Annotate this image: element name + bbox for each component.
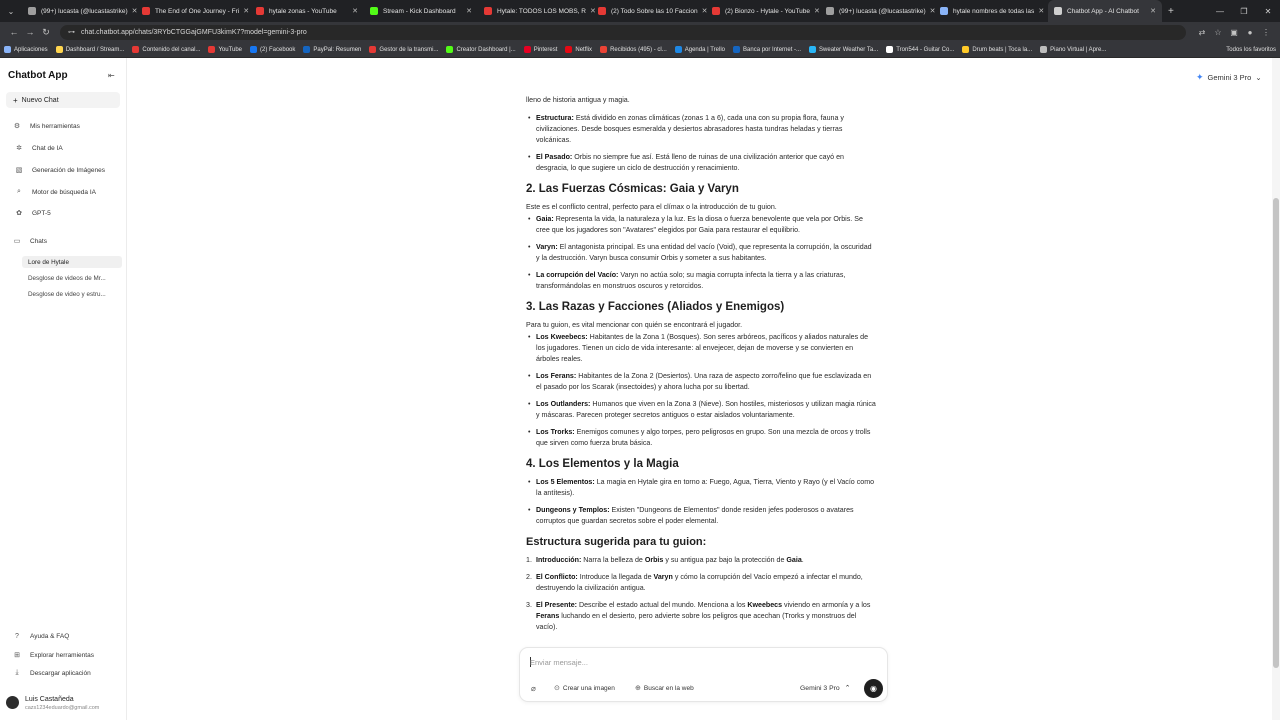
bookmark-item[interactable]: [4, 46, 48, 53]
structure-list: [526, 555, 876, 633]
browser-tab[interactable]: [250, 0, 364, 22]
browser-tab[interactable]: [706, 0, 820, 22]
item-term: Los Trorks:: [536, 428, 575, 436]
item-term: La corrupción del Vacío:: [536, 271, 619, 279]
section1-list: [526, 113, 876, 174]
translate-icon[interactable]: ⇄: [1198, 27, 1206, 37]
sidebar: [0, 58, 127, 720]
section-heading: 3. Las Razas y Facciones (Aliados y Enemigos): [526, 301, 785, 313]
list-item: [526, 270, 876, 292]
item-term: Estructura:: [536, 114, 574, 122]
tab-favicon-icon: [826, 7, 834, 15]
close-window-icon[interactable]: ✕: [1264, 6, 1272, 16]
download-app-link[interactable]: [12, 669, 91, 677]
item-text: Orbis no siempre fue así. Está lleno de ruinas de una civilización anterior que cayó en desgracia, lo que sugiere un ciclo de destrucción y renacimiento.: [536, 153, 844, 172]
message-text: lleno de historia antigua y magia.: [526, 96, 630, 104]
bookmark-item[interactable]: [524, 46, 558, 53]
bookmark-favicon-icon: [600, 46, 607, 53]
download-icon: ⤓: [15, 669, 19, 676]
sidebar-item-label: GPT-5: [32, 209, 51, 217]
download-app-label: Descargar aplicación: [30, 669, 91, 677]
chat-item-label: Desglose de video y estru...: [28, 290, 106, 298]
globe-icon: ⊕: [635, 685, 641, 692]
bookmark-item[interactable]: [675, 46, 725, 53]
section-intro: Este es el conflicto central, perfecto para el clímax o la introducción de tu guion.: [526, 203, 777, 211]
browser-tab[interactable]: [478, 0, 596, 22]
chatbot-app: [0, 58, 1280, 720]
assistant-message: [526, 95, 876, 639]
tab-title: Stream - Kick Dashboard: [383, 7, 456, 15]
search-icon: ⌕: [17, 188, 21, 195]
address-bar[interactable]: [60, 25, 1186, 40]
close-tab-icon[interactable]: ✕: [243, 8, 250, 15]
list-number: 3.: [526, 601, 532, 609]
bookmark-label: Sweater Weather Ta...: [819, 46, 879, 53]
bookmark-favicon-icon: [446, 46, 453, 53]
toolbar-icons: [1194, 28, 1274, 37]
bookmark-item[interactable]: [962, 46, 1032, 53]
item-text: Está dividido en zonas climáticas (zonas 1 a 6), cada una con su propia flora, fauna y civilizaciones. Desde bosques esmeralda y desiertos abrasadores hasta tundras heladas y tierras volcánicas.: [536, 114, 844, 144]
explore-tools-link[interactable]: [12, 651, 94, 659]
tab-favicon-icon: [256, 7, 264, 15]
back-icon[interactable]: ←: [9, 27, 19, 37]
sidebar-item-chat-ia[interactable]: [14, 144, 63, 152]
tab-title: hytale zonas - YouTube: [269, 7, 337, 15]
web-search-label: Buscar en la web: [643, 684, 694, 692]
bookmark-item[interactable]: [1040, 46, 1106, 53]
chevron-up-icon: ⌃: [844, 685, 851, 692]
item-text: Enemigos comunes y algo torpes, pero peligrosos en grupo. Son una mezcla de orcos y trolls que sirven como fuerza bruta básica.: [536, 428, 871, 447]
list-item: [526, 427, 876, 449]
bookmark-item[interactable]: [733, 46, 801, 53]
bookmark-label: YouTube: [218, 46, 243, 53]
item-term: Los Kweebecs:: [536, 333, 588, 341]
sidebar-item-ai-search[interactable]: [14, 188, 96, 196]
image-icon: ▧: [15, 167, 23, 174]
bookmark-favicon-icon: [250, 46, 257, 53]
forward-icon[interactable]: →: [25, 27, 35, 37]
chat-item-desglose-mr[interactable]: [22, 272, 122, 284]
bookmark-item[interactable]: [208, 46, 242, 53]
item-text: Habitantes de la Zona 2 (Desiertos). Una raza de aspecto zorro/felino que fue esclavizada en el pasado por los Scarak (insectoides) y ahora lucha por su libertad.: [536, 372, 872, 391]
bookmark-favicon-icon: [1040, 46, 1047, 53]
sidebar-item-label: Motor de búsqueda IA: [32, 188, 96, 196]
tab-title: Chatbot App - AI Chatbot: [1067, 7, 1139, 15]
bookmark-favicon-icon: [56, 46, 63, 53]
bookmark-favicon-icon: [675, 46, 682, 53]
tab-title: hytale nombres de todas las: [953, 7, 1035, 15]
bookmark-item[interactable]: [56, 46, 125, 53]
bookmark-favicon-icon: [369, 46, 376, 53]
new-chat-button[interactable]: [6, 92, 120, 108]
chat-item-lore-de-hytale[interactable]: [22, 256, 122, 268]
item-text: Describe el estado actual del mundo. Menciona a los: [577, 601, 748, 609]
extensions-icon[interactable]: ▣: [1230, 27, 1238, 37]
bookmark-favicon-icon: [524, 46, 531, 53]
bookmark-label: Drum beats | Toca la...: [972, 46, 1033, 53]
browser-tab[interactable]: [820, 0, 934, 22]
list-item: [526, 332, 876, 365]
close-tab-icon[interactable]: ✕: [131, 8, 138, 15]
list-item: [526, 600, 876, 633]
tools-header[interactable]: [12, 122, 80, 130]
item-term: Orbis: [644, 556, 664, 564]
list-item: [526, 505, 876, 527]
tab-title: (2) Todo Sobre las 10 Faccion: [611, 7, 698, 15]
item-text: El antagonista principal. Es una entidad del vacío (Void), que representa la corrupción, la oscuridad y la destrucción. Varyn busca consumir Orbis y someter a sus habitantes.: [536, 243, 872, 262]
menu-icon[interactable]: ⋮: [1262, 27, 1270, 37]
bookmark-favicon-icon: [809, 46, 816, 53]
bookmark-item[interactable]: [250, 46, 295, 53]
bookmark-favicon-icon: [565, 46, 572, 53]
minimize-icon[interactable]: —: [1216, 6, 1224, 16]
bookmark-label: (2) Facebook: [260, 46, 296, 53]
explore-tools-label: Explorar herramientas: [30, 651, 94, 659]
item-term: Varyn:: [536, 243, 558, 251]
tab-title: Hytale: TODOS LOS MOBS, R: [497, 7, 586, 15]
reload-icon[interactable]: ↻: [42, 26, 50, 37]
section-intro: Para tu guion, es vital mencionar con quién se encontrará el jugador.: [526, 321, 743, 329]
item-text: y cómo la corrupción del Vacío empezó a infectar el mundo, destruyendo la civilización antigua.: [536, 573, 863, 592]
browser-tab[interactable]: [589, 0, 708, 22]
bookmarks-bar: [0, 42, 1280, 58]
browser-tab[interactable]: [934, 0, 1048, 22]
close-tab-icon[interactable]: ✕: [814, 8, 820, 15]
web-search-button[interactable]: [631, 681, 698, 695]
bookmark-label: Recibidos (495) - cl...: [610, 46, 667, 53]
item-term: Gaia: [786, 556, 802, 564]
bookmark-item[interactable]: [600, 46, 667, 53]
new-tab-button[interactable]: +: [1168, 5, 1174, 17]
close-tab-icon[interactable]: ✕: [701, 8, 708, 15]
bookmark-item[interactable]: [369, 46, 438, 53]
item-term: El Conflicto:: [536, 573, 578, 581]
item-text: Representa la vida, la naturaleza y la luz. Es la diosa o fuerza benevolente que vela por Orbis. Se cree que los jugadores son "Avatares" elegidos por Gaia para restaurar el equilibrio.: [536, 215, 863, 234]
item-term: El Pasado:: [536, 153, 573, 161]
item-term: Kweebecs: [747, 601, 783, 609]
bookmark-label: Agenda | Trello: [684, 46, 726, 53]
chats-header[interactable]: [12, 237, 47, 245]
tab-favicon-icon: [484, 7, 492, 15]
browser-tab[interactable]: [364, 0, 478, 22]
item-text: Habitantes de la Zona 1 (Bosques). Son seres arbóreos, pacíficos y aliados naturales de los jugadores. Tienen un ciclo de vida interesante: al envejecer, dejan de moverse y se convierten en árboles reales.: [536, 333, 869, 363]
url-text: chat.chatbot.app/chats/3RYbCTGGajGMFU3kimK7?model=gemini-3-pro: [81, 28, 307, 36]
item-text: Existen "Dungeons de Elementos" donde residen jefes poderosos o avatares corruptos que guardan secretos sobre el poder elemental.: [536, 506, 854, 525]
item-term: Varyn: [653, 573, 673, 581]
close-tab-icon[interactable]: ✕: [352, 8, 358, 15]
tab-title: (99+) lucasta (@lucastastrike): [839, 7, 926, 15]
tools-header-label: Mis herramientas: [30, 122, 80, 130]
bookmark-favicon-icon: [303, 46, 310, 53]
help-icon: ?: [15, 633, 19, 640]
bookmark-label: Tron544 - Guitar Co...: [896, 46, 955, 53]
item-term: Gaia:: [536, 215, 554, 223]
list-number: 1.: [526, 556, 532, 564]
close-tab-icon[interactable]: ✕: [1150, 8, 1156, 15]
item-term: El Presente:: [536, 601, 578, 609]
item-text: Introduce la llegada de: [577, 573, 654, 581]
close-tab-icon[interactable]: ✕: [466, 8, 472, 15]
tab-favicon-icon: [28, 7, 36, 15]
bookmark-label: Dashboard / Stream...: [65, 46, 125, 53]
chevron-down-icon: ⌄: [1255, 73, 1262, 82]
tab-favicon-icon: [712, 7, 720, 15]
user-email: cazs1234eduardo@gmail.com: [25, 705, 100, 711]
voice-icon: ◉: [870, 684, 877, 693]
bookmark-label: Aplicaciones: [14, 46, 48, 53]
tab-strip: [22, 0, 1162, 22]
sidebar-item-label: Generación de Imágenes: [32, 166, 105, 174]
message-input[interactable]: Enviar mensaje...: [530, 658, 588, 667]
section3-list: [526, 332, 876, 449]
scrollbar[interactable]: [1272, 58, 1280, 720]
image-create-icon: ⊙: [554, 685, 560, 692]
item-text: La magia en Hytale gira en torno a: Fuego, Agua, Tierra, Viento y Rayo (y el Vacío como la antítesis).: [536, 478, 875, 497]
tab-title: (2) Bionzo - Hytale - YouTube: [725, 7, 811, 15]
chat-main: [127, 58, 1272, 720]
list-item: [526, 477, 876, 499]
window-controls: [1208, 7, 1280, 16]
create-image-label: Crear una imagen: [562, 684, 615, 692]
list-item: [526, 555, 876, 566]
list-item: [526, 399, 876, 421]
item-text: Narra la belleza de: [581, 556, 645, 564]
close-tab-icon[interactable]: ✕: [589, 8, 596, 15]
gemini-icon: ✦: [1196, 72, 1204, 82]
user-name: Luis Castañeda: [25, 696, 74, 703]
chat-item-desglose-video[interactable]: [22, 288, 122, 300]
list-item: [526, 113, 876, 146]
item-text: y su antigua paz bajo la protección de: [663, 556, 787, 564]
bookmark-item[interactable]: [565, 46, 592, 53]
tab-title: (99+) lucasta (@lucastastrike): [41, 7, 128, 15]
plus-icon: +: [13, 95, 18, 105]
browser-tab[interactable]: [22, 0, 136, 22]
item-text: Varyn no actúa solo; su magia corrupta infecta la tierra y a las criaturas, transformándolas en monstruos oscuros y retorcidos.: [536, 271, 846, 290]
profile-icon[interactable]: ●: [1247, 27, 1253, 37]
bookmark-favicon-icon: [962, 46, 969, 53]
tab-favicon-icon: [940, 7, 948, 15]
list-item: [526, 242, 876, 264]
collapse-sidebar-icon[interactable]: ⇤: [108, 71, 115, 80]
chats-header-label: Chats: [30, 237, 47, 245]
browser-tab[interactable]: [1048, 0, 1162, 22]
help-faq-label: Ayuda & FAQ: [30, 633, 70, 640]
help-faq-link[interactable]: [12, 633, 69, 640]
section-heading: 2. Las Fuerzas Cósmicas: Gaia y Varyn: [526, 183, 739, 195]
bookmark-label: Banca por Internet -...: [743, 46, 802, 53]
all-bookmarks-button[interactable]: Todos los favoritos: [1226, 46, 1276, 53]
attach-icon[interactable]: ⌀: [531, 684, 536, 693]
browser-toolbar: [0, 22, 1280, 42]
scrollbar-thumb[interactable]: [1273, 198, 1279, 668]
chat-bubble-icon: ▭: [13, 238, 21, 245]
bookmark-label: Contenido del canal...: [142, 46, 201, 53]
tab-favicon-icon: [598, 7, 606, 15]
list-item: [526, 371, 876, 393]
openai-icon: ✿: [16, 210, 22, 217]
new-chat-label: Nuevo Chat: [21, 96, 59, 104]
composer-model-label: Gemini 3 Pro: [800, 685, 840, 692]
app-title: Chatbot App: [8, 70, 68, 81]
tab-title: The End of One Journey - Fri: [155, 7, 240, 15]
bookmark-label: Pinterest: [533, 46, 558, 53]
grid-icon: ⊞: [14, 652, 20, 659]
bookmark-label: Creator Dashboard |...: [456, 46, 516, 53]
item-term: Los Ferans:: [536, 372, 577, 380]
item-term: Dungeons y Templos:: [536, 506, 610, 514]
bookmark-item[interactable]: [132, 46, 200, 53]
item-text: Humanos que viven en la Zona 3 (Nieve). Son hostiles, misteriosos y utilizan magia rúnica y máscaras. Parecen proteger secretos antiguos o estar aislados voluntariamente.: [536, 400, 876, 419]
item-text: luchando en el desierto, pero advierte sobre los peligros que acechan (Trorks y monstruos del vacío).: [536, 612, 857, 631]
chat-item-label: Desglose de videos de Mr...: [28, 274, 106, 282]
model-selector-label: Gemini 3 Pro: [1207, 73, 1252, 82]
bookmark-favicon-icon: [208, 46, 215, 53]
list-number: 2.: [526, 573, 532, 581]
tab-favicon-icon: [370, 7, 378, 15]
tools-icon: ⚙: [13, 123, 21, 130]
sidebar-item-image-generation[interactable]: [14, 166, 105, 174]
message-composer: [519, 647, 888, 702]
browser-tab[interactable]: [136, 0, 250, 22]
bookmark-label: Netflix: [575, 46, 593, 53]
composer-model-selector[interactable]: [800, 684, 850, 692]
create-image-button[interactable]: [550, 681, 619, 695]
item-term: Los 5 Elementos:: [536, 478, 595, 486]
bookmarks-list: [4, 46, 1114, 53]
sidebar-item-label: Chat de IA: [32, 144, 63, 152]
tab-favicon-icon: [1054, 7, 1062, 15]
tab-favicon-icon: [142, 7, 150, 15]
tab-search-icon[interactable]: ⌄: [7, 6, 15, 16]
bookmark-item[interactable]: [886, 46, 954, 53]
bookmark-item[interactable]: [303, 46, 361, 53]
bookmark-label: Piano Virtual | Apre...: [1050, 46, 1107, 53]
section2-list: [526, 214, 876, 292]
section4-list: [526, 477, 876, 527]
site-info-icon[interactable]: ⊶: [68, 29, 75, 36]
close-tab-icon[interactable]: ✕: [1038, 8, 1045, 15]
bookmark-item[interactable]: [446, 46, 515, 53]
bookmark-favicon-icon: [886, 46, 893, 53]
section-heading: Estructura sugerida para tu guion:: [526, 536, 707, 548]
gear-icon: ✲: [16, 145, 22, 152]
bookmark-favicon-icon: [733, 46, 740, 53]
bookmark-item[interactable]: [809, 46, 878, 53]
bookmark-favicon-icon: [4, 46, 11, 53]
sidebar-item-gpt5[interactable]: [14, 209, 51, 217]
list-item: [526, 214, 876, 236]
avatar[interactable]: [6, 696, 19, 709]
item-text: viviendo en armonía y a los: [782, 601, 871, 609]
bookmark-label: PayPal: Resumen: [313, 46, 362, 53]
item-term: Los Outlanders:: [536, 400, 591, 408]
list-item: [526, 152, 876, 174]
item-text: .: [801, 556, 804, 564]
bookmark-star-icon[interactable]: ☆: [1214, 27, 1222, 37]
send-button[interactable]: [864, 679, 883, 698]
bookmark-favicon-icon: [132, 46, 139, 53]
close-tab-icon[interactable]: ✕: [929, 8, 936, 15]
list-item: [526, 572, 876, 594]
maximize-icon[interactable]: ❐: [1240, 6, 1248, 16]
item-term: Introducción:: [536, 556, 582, 564]
item-term: Ferans: [536, 612, 560, 620]
section-heading: 4. Los Elementos y la Magia: [526, 458, 679, 470]
browser-tab-bar: [0, 0, 1280, 22]
chat-item-label: Lore de Hytale: [28, 258, 69, 266]
bookmark-label: Gestor de la transmi...: [379, 46, 439, 53]
